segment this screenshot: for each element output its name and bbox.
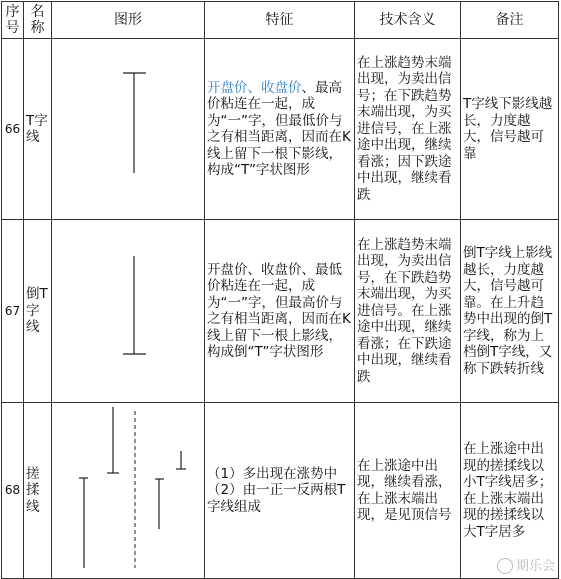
watermark-logo-icon bbox=[497, 558, 513, 574]
pattern-features: 开盘价、收盘价、最低价粘连在一起，成为“一”字，但最高价与之有相当距离，因而在K线上留下一根上影线，构成倒“T”字状图形 bbox=[205, 220, 355, 403]
pattern-shape bbox=[52, 39, 205, 220]
header-meaning: 技术含义 bbox=[355, 2, 461, 39]
table-row bbox=[2, 220, 559, 403]
pattern-name: T字线 bbox=[24, 39, 52, 220]
candlestick-pattern-table bbox=[1, 1, 559, 579]
table-row bbox=[2, 39, 559, 220]
pattern-shape bbox=[52, 403, 205, 579]
watermark-text: 期乐会 bbox=[515, 558, 555, 574]
pattern-name: 搓揉线 bbox=[24, 403, 52, 579]
pattern-shape bbox=[52, 220, 205, 403]
table-row bbox=[2, 403, 559, 579]
header-notes: 备注 bbox=[461, 2, 559, 39]
pattern-meaning: 在上涨途中出现，继续看涨，在上涨末端出现，是见顶信号 bbox=[355, 403, 461, 579]
pattern-notes: T字线下影线越长，力度越大，信号越可靠 bbox=[461, 39, 559, 220]
pattern-meaning: 在上涨趋势末端出现，为卖出信号；在下跌趋势末端出现，为买进信号，在上涨途中出现，继续看涨；因下跌途中出现，继续看跌 bbox=[355, 39, 461, 220]
header-shape: 图形 bbox=[52, 2, 205, 39]
header-features: 特征 bbox=[205, 2, 355, 39]
pattern-notes: 在上涨途中出现的搓揉线以小T字线居多；在上涨末端出现的搓揉线以大T字居多 bbox=[461, 403, 559, 579]
header-name: 名称 bbox=[24, 2, 52, 39]
pattern-features: （1）多出现在涨势中（2）由一正一反两根T字线组成 bbox=[205, 403, 355, 579]
row-number: 68 bbox=[2, 403, 24, 579]
header-row bbox=[2, 2, 559, 39]
features-highlight: 开盘价、收盘价 bbox=[207, 79, 302, 96]
rub-line-candle-icon bbox=[52, 403, 204, 578]
row-number: 67 bbox=[2, 220, 24, 403]
pattern-name: 倒T字线 bbox=[24, 220, 52, 403]
pattern-features bbox=[205, 39, 355, 220]
watermark bbox=[497, 555, 555, 575]
pattern-notes: 倒T字线上影线越长，力度越大，信号越可靠。在上升趋势中出现的倒T字线，称为上档倒T字线，又称下跌转折线 bbox=[461, 220, 559, 403]
row-number: 66 bbox=[2, 39, 24, 220]
inverted-t-line-candle-icon bbox=[52, 220, 204, 402]
t-line-candle-icon bbox=[52, 39, 204, 219]
features-text: 、最高价粘连在一起，成为“一”字，但最低价与之有相当距离，因而在K线上留下一根下影线，构成“T”字状图形 bbox=[207, 79, 351, 178]
header-no: 序号 bbox=[2, 2, 24, 39]
pattern-meaning: 在上涨趋势末端出现，为卖出信号，在下跌趋势末端出现，为买进信号。在上涨途中出现，继续看涨；在下跌途中出现，继续看跌 bbox=[355, 220, 461, 403]
